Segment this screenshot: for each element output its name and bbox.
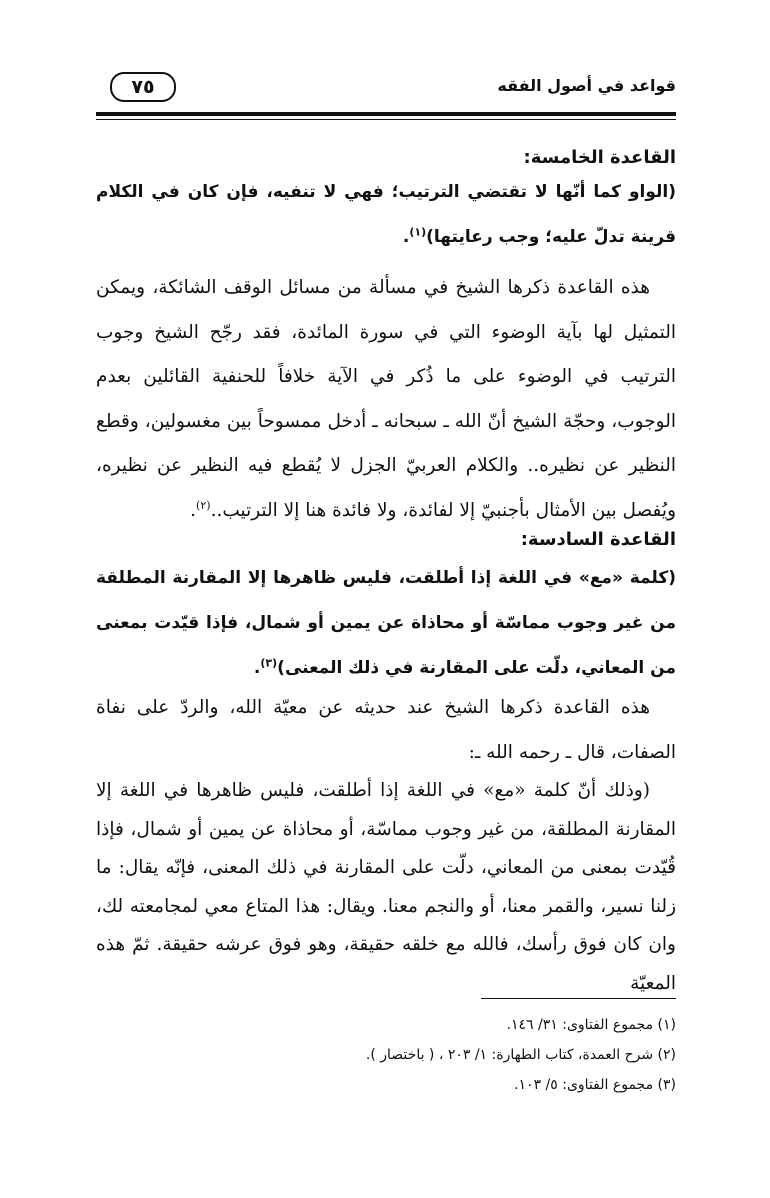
rule6-heading: القاعدة السادسة: — [520, 529, 676, 550]
footnote-1: (١) مجموع الفتاوى: ٣١/ ١٤٦. — [506, 1017, 676, 1033]
rule5-paragraph-text: هذه القاعدة ذكرها الشيخ في مسألة من مسائل الوقف الشائكة، ويمكن التمثيل لها بآية الوضوء التي في سورة المائدة، فقد رجّح الشيخ وجوب الترتيب في الوضوء على ما ذُكر في الآية خلافاً للحنفية القائلين بعدم الوجوب، وحجّة الشيخ أنّ الله ـ سبحانه ـ أدخل ممسوحاً بين مغسولين، وقطع النظير عن نظيره.. والكلام العربيّ الجزل لا يُقطع فيه النظير عن نظيره، ويُفصل بين الأمثال بأجنبيّ إلا لفائدة، ولا فائدة هنا إلا الترتيب.. — [96, 277, 676, 521]
footnote-ref-3: (٣) — [260, 656, 278, 670]
footnote-separator — [481, 998, 676, 999]
footnote-ref-2: (٢) — [196, 498, 211, 512]
rule6-statement-text: (كلمة «مع» في اللغة إذا أطلقت، فليس ظاهرها إلا المقارنة المطلقة من غير وجوب مماسّة أو محاذاة عن يمين أو شمال، فإذا قيّدت بمعنى من المعاني، دلّت على المقارنة في ذلك المعنى) — [96, 568, 676, 678]
page-header — [96, 70, 676, 110]
rule6-statement-end: . — [253, 658, 261, 678]
rule5-statement-text: (الواو كما أنّها لا تقتضي الترتيب؛ فهي لا تنفيه، فإن كان في الكلام قرينة تدلّ عليه؛ وجب رعايتها) — [96, 182, 676, 247]
rule5-statement-end: . — [402, 227, 410, 247]
rule5-statement — [96, 170, 676, 260]
rule6-statement — [96, 556, 676, 691]
footnote-ref-1: (١) — [409, 225, 427, 239]
footnote-3: (٣) مجموع الفتاوى: ٥/ ١٠٣. — [514, 1077, 676, 1093]
rule6-paragraph: هذه القاعدة ذكرها الشيخ عند حديثه عن معيّة الله، والردّ على نفاة الصفات، قال ـ رحمه الله ـ: — [96, 697, 676, 763]
header-rule-thick — [96, 112, 676, 116]
rule5-heading: القاعدة الخامسة: — [523, 147, 676, 168]
footnotes — [96, 1010, 676, 1100]
footnote-2: (٢) شرح العمدة، كتاب الطهارة: ١/ ٢٠٣ ، ( باختصار ). — [365, 1047, 676, 1063]
running-title: قواعد في أصول الفقه — [497, 76, 676, 95]
page-number-badge: ٧٥ — [110, 72, 176, 102]
header-rule-thin — [96, 119, 676, 120]
rule5-paragraph-end: . — [190, 499, 197, 521]
rule5-paragraph — [96, 266, 676, 533]
rule6-quote: (وذلك أنّ كلمة «مع» في اللغة إذا أطلقت، فليس ظاهرها في اللغة إلا المقارنة المطلقة، من غير وجوب مماسّة، أو محاذاة عن يمين أو شمال، فإذا قُيّدت بمعنى من المعاني، دلّت على المقارنة في ذلك المعنى، فإنّه يقال: ما زلنا نسير، والقمر معنا، أو والنجم معنا. ويقال: هذا المتاع معي لمجامعته لك، وان كان فوق رأسك، فالله مع خلقه حقيقة، وهو فوق عرشه حقيقة. ثمّ هذه المعيّة — [96, 780, 676, 994]
